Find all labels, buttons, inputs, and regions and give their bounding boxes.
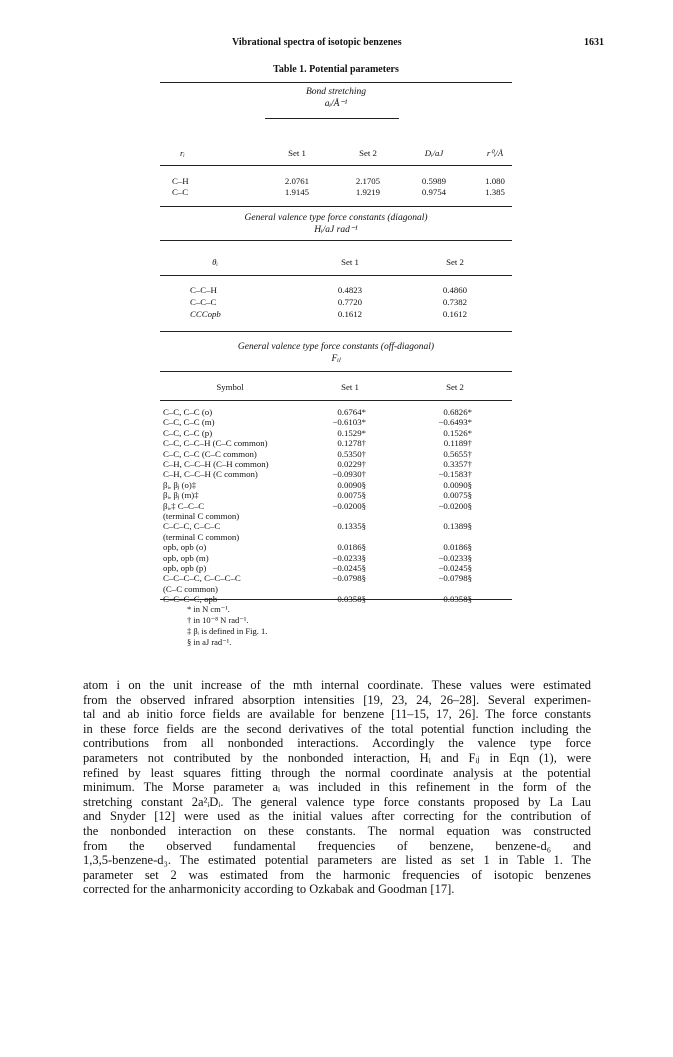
paragraph-line: and Snyder [12] were used as the initial values after correcting for the contribution of [83,809,591,824]
table-cell: 0.0229† [337,459,366,469]
table-cell: 0.5350† [337,448,366,459]
row-label: C–C, C–C (p) [163,427,213,438]
table-cell: −0.0233§ [438,552,472,563]
diag-title: General valence type force constants (diagonal) [244,213,428,223]
paragraph-line: atom i on the unit increase of the mth internal coordinate. These values were estimated [83,678,591,692]
table-cell: 0.0186§ [443,542,472,553]
table-bottom-rule [160,599,512,600]
row-label: C–H, C–C–H (C common) [163,469,258,480]
table-cell: 0.0075§ [337,490,366,501]
column-header: r⁰ᵢ/Å [486,148,504,158]
table-cell: 1.385 [485,187,505,197]
table-cell: −0.1583† [438,469,472,480]
table-cell: −0.0200§ [332,500,366,511]
row-label: βᵢ, βⱼ (m)‡ [163,490,199,501]
column-header: Symbol [216,382,244,392]
footnote: ‡ βᵢ is defined in Fig. 1. [187,626,268,636]
table-cell: 0.7720 [337,297,363,307]
bond-bottom-rule [160,206,512,207]
paragraph-line: stretching constant 2a²ᵢDᵢ. The general valence type force constants proposed by La Lau [83,794,591,809]
row-label: C–C, C–C (o) [163,407,213,417]
offdiag-header-rule [160,400,512,401]
row-label: βᵢ,‡ C–C–C [163,500,205,511]
bond-unit: aᵢ/Å⁻¹ [324,99,348,109]
diag-header-rule [160,275,512,276]
table-top-rule [160,82,512,83]
body-paragraph [83,678,591,897]
row-label: C–C–C, C–C–C [163,521,221,532]
table-cell: 0.1335§ [337,521,366,532]
row-label: C–C–C [190,297,217,307]
paragraph-line: from the observed fundamental frequencies of benzene, benzene-d₆ and [83,838,591,853]
row-label: C–C–C–C, C–C–C–C [163,573,241,584]
row-label: C–C, C–C (m) [163,417,215,428]
table-cell: 2.1705 [355,176,381,186]
paragraph-line: the nonbonded interaction on these constants. The normal equation was constructed [83,823,591,838]
paragraph-line: from the observed infrared absorption intensities [19, 23, 24, 26–28]. Several experimen- [83,692,591,707]
row-label: C–H [172,176,189,186]
table-cell: 0.1526* [443,427,472,438]
table-cell: −0.0200§ [438,500,472,511]
table-cell: −0.0358§ [438,594,472,605]
table-cell: 1.9145 [284,187,310,197]
page-number: 1631 [584,37,604,48]
table-cell: 0.9754 [421,187,447,197]
diag-unit: Hᵢ/aJ rad⁻¹ [314,225,358,235]
table-cell: 1.080 [485,176,505,186]
paragraph-line: contributions from all nonbonded interactions. Accordingly the valence type force [83,736,591,751]
table-cell: 0.1612 [442,309,468,319]
table-cell: 0.4823 [337,285,363,295]
paragraph-line: tal and ab initio force fields are available for benzene [11–15, 17, 26]. The force constants [83,707,591,722]
column-header: Set 2 [446,257,464,267]
column-header: Dᵢ/aJ [424,148,444,158]
row-label: C–C, C–C–H (C–C common) [163,438,268,449]
table-cell: 0.4860 [442,285,468,295]
row-label: CCCopb [190,309,221,319]
column-header: Set 1 [341,382,359,392]
table-cell: 0.1529* [337,427,366,438]
column-header: rᵢ [180,148,185,158]
table-cell: 2.0761 [284,176,310,186]
table-cell: 0.0186§ [337,542,366,553]
table-cell: −0.0358§ [332,594,366,605]
table-cell: 0.7382 [442,297,468,307]
table-cell: −0.0798§ [332,573,366,584]
table-cell: 0.6826* [443,407,472,417]
table-cell: −0.0233§ [332,552,366,563]
table-cell: −0.0245§ [332,563,366,573]
table-cell: 0.5989 [421,176,447,186]
footnote: † in 10⁻⁸ N rad⁻¹. [187,615,249,625]
bond-span-rule [265,118,399,119]
offdiag-section-title [160,341,512,365]
row-label: (terminal C common) [163,511,240,521]
paragraph-line: refined by least squares fitting through the normal coordinate analysis at the potential [83,765,591,780]
row-label: opb, opb (m) [163,552,209,563]
row-label: C–C, C–C (C–C common) [163,448,257,459]
table-cell: 0.6764* [337,407,366,417]
offdiag-unit: Fᵢⱼ [331,354,341,364]
table-cell: 0.0090§ [337,479,366,490]
table-cell: 0.1612 [337,309,363,319]
row-label: opb, opb (o) [163,542,207,553]
table-caption: Table 1. Potential parameters [273,64,399,75]
diag-bottom-rule [160,331,512,332]
row-label: C–H, C–C–H (C–H common) [163,459,269,469]
table-cell: 0.5655† [443,448,472,459]
row-label: C–C [172,187,189,197]
paragraph-line: parameter set 2 was estimated from the harmonic frequencies of isotopic benzenes [83,867,591,882]
footnote: § in aJ rad⁻¹. [187,637,232,647]
paragraph-line: corrected for the anharmonicity according to Ozkabak and Goodman [17]. [83,882,455,897]
table-cell: 0.1278† [337,438,366,449]
row-label: opb, opb (p) [163,563,207,573]
table-cell: 0.3357† [443,459,472,469]
row-label: (C–C common) [163,583,218,594]
diag-section-title [160,212,512,236]
column-header: Set 1 [288,148,306,158]
bond-header-rule [160,165,512,166]
paragraph-line: in these force fields are the second derivatives of the total potential function including the [83,721,591,736]
table-cell: −0.6103* [332,417,366,428]
table-cell: 0.0075§ [443,490,472,501]
column-header: Set 2 [359,148,377,158]
row-label: C–C–C–C, opb [163,594,218,605]
row-label: βᵢ, βⱼ (o)‡ [163,479,197,490]
table-cell: 0.0090§ [443,479,472,490]
offdiag-title: General valence type force constants (off-diagonal) [237,342,435,352]
table-cell: −0.0245§ [438,563,472,573]
column-header: Set 1 [341,257,359,267]
table-footnotes [187,604,267,648]
table-cell: −0.0798§ [438,573,472,584]
table-cell: −0.0930† [332,469,366,480]
paragraph-line: 1,3,5-benzene-d₃. The estimated potential parameters are listed as set 1 in Table 1. The [83,853,591,868]
row-label: C–C–H [190,285,217,295]
table-cell: −0.6493* [438,417,472,428]
table-cell: 1.9219 [355,187,381,197]
column-header: Set 2 [446,382,464,392]
table-cell: 0.1389§ [443,521,472,532]
row-label: (terminal C common) [163,531,240,542]
paragraph-line: minimum. The Morse parameter aᵢ was included in this refinement in the form of the [83,780,591,795]
column-header: θᵢ [212,257,218,267]
footnote: * in N cm⁻¹. [187,604,230,614]
offdiag-span-rule [160,371,512,372]
table-cell: 0.1189† [443,438,472,449]
journal-title: Vibrational spectra of isotopic benzenes [232,37,402,48]
diag-span-rule [160,240,512,241]
bond-section-title [160,86,512,110]
paragraph-line: parameters not contributed by the nonbonded interaction, Hᵢ and Fᵢⱼ in Eqn (1), were [83,750,591,765]
bond-title: Bond stretching [305,87,367,97]
